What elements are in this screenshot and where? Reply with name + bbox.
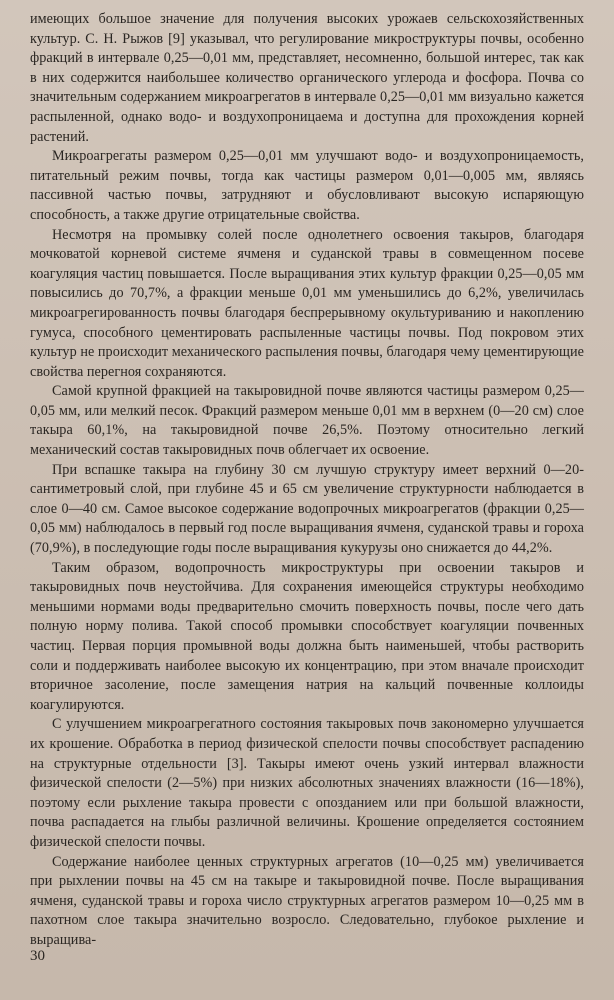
paragraph: При вспашке такыра на глубину 30 см лучшую структуру имеет верхний 0—20-сантиметровый слой, при глубине 45 и 65 см увеличение структурности наблюдается в слое 0—40 см. Самое высокое содержание водопрочных микроагрегатов (фракции 0,25—0,05 мм) наблюдалось в первый год после выращивания ячменя, суданской травы и гороха (70,9%), в последующие годы после выращивания кукурузы оно снижается до 44,2%. <box>30 461 584 557</box>
paragraph: Таким образом, водопрочность микроструктуры при освоении такыров и такыровидных почв неустойчива. Для сохранения имеющейся структуры необходимо меньшими нормами воды предварительно смочить поверхность почвы, после чего дать полную норму полива. Такой способ промывки способствует коагуляции почвенных частиц. Первая порция промывной воды должна быть наименьшей, чтобы растворить соли и поддерживать наиболее высокую их концентрацию, при этом вначале происходит вторичное засоление, после замещения натрия на кальций почвенные коллоиды коагулируются. <box>30 559 584 713</box>
paragraph: С улучшением микроагрегатного состояния такыровых почв закономерно улучшается их крошение. Обработка в период физической спелости почвы способствует распадению на структурные отдельности [3]. Такыры имеют очень узкий интервал влажности физической спелости (2—5%) при низких абсолютных значениях влажности (16—18%), поэтому если рыхление такыра провести с опозданием или при большой влажности, почва распадается на глыбы различной величины. Крошение определяется состоянием физической спелости почвы. <box>30 716 584 850</box>
paragraph: Содержание наиболее ценных структурных агрегатов (10—0,25 мм) увеличивается при рыхлении почвы на 45 см на такыре и такыровидной почве. После выращивания ячменя, суданской травы и гороха число структурных агрегатов размером 10—0,25 мм в пахотном слое такыра значительно возросло. Следовательно, глубокое рыхление и выращива- <box>30 853 584 948</box>
paragraph: Несмотря на промывку солей после однолетнего освоения такыров, благодаря мочковатой корневой системе ячменя и суданской травы в совмещенном посеве коагуляция частиц повышается. После выращивания этих культур фракции 0,25—0,05 мм повысились до 70,7%, а фракции меньше 0,01 мм уменьшились до 6,2%, увеличилась микроагрегированность почвы благодаря беспрерывному окультуриванию и накоплению гумуса, способного цементировать распыленные частицы почвы. Под покровом этих культур не происходит механического распыления почвы, благодаря чему цементирующие свойства перегноя сохраняются. <box>30 226 584 380</box>
paragraph: Микроагрегаты размером 0,25—0,01 мм улучшают водо- и воздухопроницаемость, питательный режим почвы, тогда как частицы размером 0,01—0,005 мм, являясь пассивной частью почвы, затрудняют и обусловливают высокую испаряющую способность, а также другие отрицательные свойства. <box>30 148 584 223</box>
body-text <box>30 10 584 951</box>
page-number: 30 <box>30 948 45 964</box>
paragraph: имеющих большое значение для получения высоких урожаев сельскохозяйственных культур. С. Н. Рыжов [9] указывал, что регулирование микроструктуры почвы, особенно фракций в интервале 0,25—0,01 мм, представляет, несомненно, большой интерес, так как в них содержится наибольшее количество органического углерода и фосфора. Почва со значительным содержанием микроагрегатов в интервале 0,25—0,01 мм визуально кажется распыленной, однако водо- и воздухопроницаема и доступна для прохождения корней растений. <box>30 11 584 145</box>
paragraph: Самой крупной фракцией на такыровидной почве являются частицы размером 0,25—0,05 мм, или мелкий песок. Фракций размером меньше 0,01 мм в верхнем (0—20 см) слое такыра 60,1%, на такыровидной почве 26,5%. Поэтому относительно легкий механический состав такыровидных почв облегчает их освоение. <box>30 383 584 459</box>
